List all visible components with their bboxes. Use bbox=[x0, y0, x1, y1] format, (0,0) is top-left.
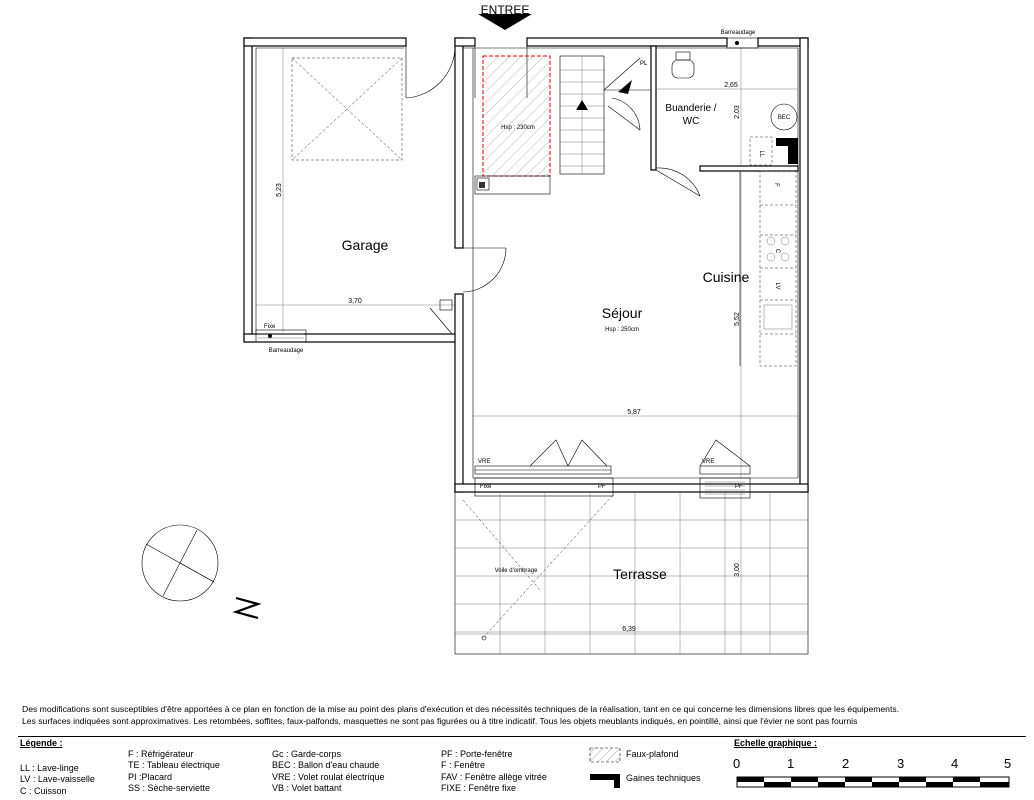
placard-label: PL bbox=[640, 61, 648, 67]
bec-water-heater bbox=[771, 104, 797, 130]
legend-item: PI :Placard bbox=[128, 771, 173, 782]
voile-ombrage-label: Voile d'ombrage bbox=[494, 568, 538, 574]
sejour-garage-door bbox=[463, 248, 506, 292]
buanderie-width-dim: 2,65 bbox=[724, 82, 738, 89]
legend-panel bbox=[0, 736, 1034, 800]
gaine-swatch bbox=[590, 774, 620, 788]
fixe-garage-label: Fixe bbox=[264, 324, 276, 330]
garage-depth-dim: 5,23 bbox=[276, 183, 283, 197]
faux-plafond-swatch bbox=[590, 748, 620, 762]
legend-col-1 bbox=[20, 763, 95, 797]
barreaudage-bottom-label: Barreaudage bbox=[268, 348, 304, 354]
sejour-height: Hsp : 250cm bbox=[605, 327, 639, 333]
barreaudage-top-label: Barreaudage bbox=[720, 30, 756, 36]
legend-symbols bbox=[588, 746, 624, 792]
sejour-width-dim: 5,87 bbox=[627, 409, 641, 416]
pf-right-label: PF bbox=[735, 484, 743, 490]
gaines-legend-label: Gaines techniques bbox=[626, 773, 701, 783]
garage-label: Garage bbox=[341, 237, 389, 253]
legend-item: PF : Porte-fenêtre bbox=[441, 749, 513, 759]
compass-icon bbox=[142, 525, 258, 618]
wc-label: WC bbox=[682, 116, 700, 127]
legend-col-2 bbox=[128, 749, 220, 794]
terrasse-label: Terrasse bbox=[613, 566, 667, 582]
garage-door bbox=[406, 38, 455, 98]
scale-tick: 3 bbox=[897, 756, 905, 771]
disclaimer-line-1: Des modifications sont susceptibles d'être apportées à ce plan en fonction de la mise au point des plans d'exécution et des nécessités techniques de la réalisation, tant en ce qui concerne les dimensions libres que les équipements. bbox=[22, 704, 900, 714]
legend-item: FAV : Fenêtre allège vitrée bbox=[441, 771, 547, 782]
faux-plafond-height: Hsp : 230cm bbox=[501, 125, 535, 131]
scale-title: Echelle graphique : bbox=[734, 738, 818, 748]
legend-item: TE : Tableau électrique bbox=[128, 760, 220, 771]
sejour-label: Séjour bbox=[601, 305, 643, 321]
legend-item: BEC : Ballon d'eau chaude bbox=[272, 760, 380, 771]
vre-left-label: VRE bbox=[478, 459, 491, 465]
legend-item: F : Fenêtre bbox=[441, 760, 486, 771]
cuisson-label: C bbox=[774, 248, 780, 254]
legend-item: Gc : Garde-corps bbox=[272, 749, 342, 759]
disclaimer-notes bbox=[22, 703, 1022, 727]
legend-item: LV : Lave-vaisselle bbox=[20, 774, 95, 785]
fixe-sejour-label: Fixe bbox=[480, 484, 492, 490]
terrasse-width-dim: 6,39 bbox=[622, 626, 636, 633]
legend-item: SS : Sèche-serviette bbox=[128, 782, 211, 793]
garage-cross-marker bbox=[292, 58, 402, 160]
scale-tick: 5 bbox=[1004, 756, 1012, 771]
scale-bar bbox=[736, 776, 1012, 790]
legend-item: LL : Lave-linge bbox=[20, 763, 79, 773]
legend-title: Légende : bbox=[20, 738, 63, 748]
barreaudage-top bbox=[727, 38, 758, 48]
terrasse-depth-dim: 3,00 bbox=[734, 563, 741, 577]
lv-label: LV bbox=[774, 282, 780, 290]
scale-tick: 0 bbox=[733, 756, 741, 771]
buanderie-depth-dim: 2,03 bbox=[734, 105, 741, 119]
legend-item: VRE : Volet roulat électrique bbox=[272, 771, 385, 782]
legend-item: VB : Volet battant bbox=[272, 782, 342, 793]
pf-left-label: PF bbox=[598, 484, 606, 490]
bec-label: BEC bbox=[777, 115, 791, 121]
disclaimer-line-2: Les surfaces indiquées sont approximatives. Les retombées, soffites, faux-palfonds, masquettes ne sont pas figurées ou à titre indicatif. Tous les objets meublants indiqués, en pointillé, ainsi que l'évier ne sont pas fournis bbox=[22, 716, 858, 726]
scale-tick: 2 bbox=[842, 756, 850, 771]
faux-plafond-legend-label: Faux-plafond bbox=[626, 749, 679, 759]
buanderie-label: Buanderie / bbox=[665, 103, 717, 114]
legend-col-4 bbox=[441, 749, 547, 794]
legend-item: FIXE : Fenêtre fixe bbox=[441, 782, 517, 793]
cuisine-label: Cuisine bbox=[702, 269, 750, 285]
legend-item: C : Cuisson bbox=[20, 785, 67, 796]
buanderie-walls bbox=[651, 46, 798, 196]
legend-col-3 bbox=[272, 749, 385, 794]
entrance-label: ENTREE bbox=[480, 3, 530, 17]
ll-label: LL bbox=[758, 150, 764, 158]
scale-tick: 1 bbox=[787, 756, 795, 771]
gaine-technique bbox=[776, 138, 798, 164]
legend-item: F : Réfrigérateur bbox=[128, 749, 194, 759]
staircase bbox=[560, 56, 650, 174]
vre-right-label: VRE bbox=[702, 459, 715, 465]
scale-tick: 4 bbox=[951, 756, 959, 771]
fridge-label: F bbox=[773, 183, 779, 187]
cuisine-depth-dim: 5,52 bbox=[734, 312, 741, 326]
garage-width-dim: 3,70 bbox=[348, 298, 362, 305]
legend-divider bbox=[18, 736, 1026, 737]
